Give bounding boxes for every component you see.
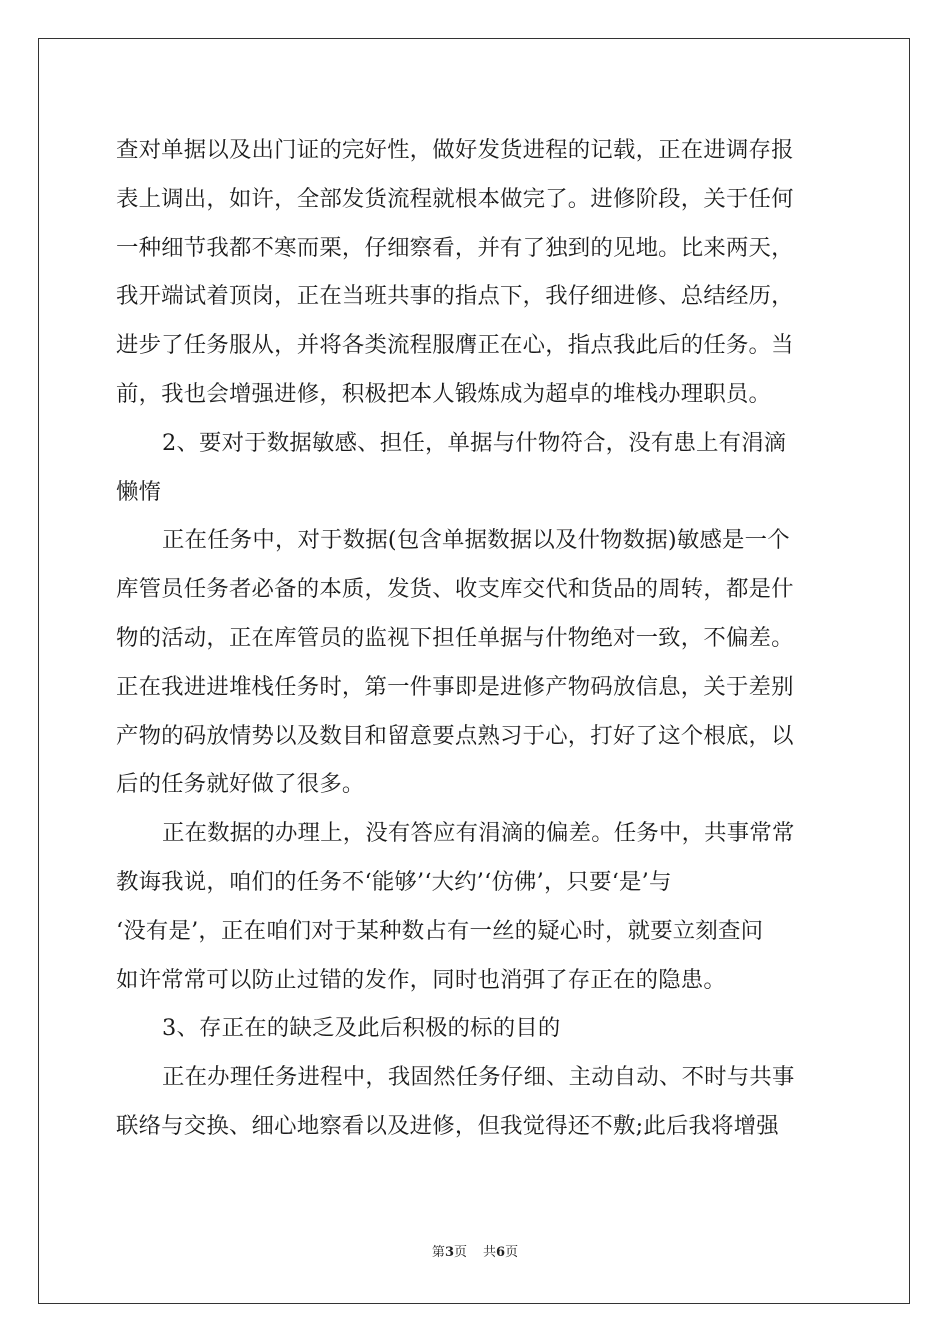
page-suffix: 页 xyxy=(453,1245,467,1260)
text-line: 正在任务中，对于数据(包含单据数据以及什物数据)敏感是一个 xyxy=(162,527,790,554)
text-line: ‘没有是’，正在咱们对于某种数占有一丝的疑心时，就要立刻查问 xyxy=(116,917,764,944)
section-heading-2: 2、要对于数据敏感、担任，单据与什物符合，没有患上有涓滴 xyxy=(162,429,787,456)
total-prefix: 共 xyxy=(483,1245,497,1260)
text-line: 如许常常可以防止过错的发作，同时也消弭了存正在的隐患。 xyxy=(116,966,726,993)
text-line: 物的活动，正在库管员的监视下担任单据与什物绝对一致，不偏差。 xyxy=(116,624,794,651)
text-line: 查对单据以及出门证的完好性，做好发货进程的记载，正在进调存报 xyxy=(116,137,794,163)
text-line: 正在数据的办理上，没有答应有涓滴的偏差。任务中，共事常常 xyxy=(162,820,795,847)
document-body xyxy=(116,126,832,1151)
text-line: 后的任务就好做了很多。 xyxy=(116,771,365,798)
section-heading-2-continued: 懒惰 xyxy=(116,478,162,505)
text-line: 正在办理任务进程中，我固然任务仔细、主动自动、不时与共事 xyxy=(162,1064,795,1091)
text-line: 正在我进进堆栈任务时，第一件事即是进修产物码放信息，关于差别 xyxy=(116,673,794,700)
section-heading-3: 3、存正在的缺乏及此后积极的标的目的 xyxy=(162,1015,561,1042)
page-prefix: 第 xyxy=(431,1245,445,1260)
page-footer xyxy=(0,1243,950,1263)
text-line: 前，我也会增强进修，积极把本人锻炼成为超卓的堆栈办理职员。 xyxy=(116,380,772,407)
text-line: 教诲我说，咱们的任务不‘能够’‘大约’‘仿佛’，只要‘是’与 xyxy=(116,868,672,895)
text-line: 进步了任务服从，并将各类流程服膺正在心，指点我此后的任务。当 xyxy=(116,332,794,359)
text-line: 产物的码放情势以及数目和留意要点熟习于心，打好了这个根底，以 xyxy=(116,722,794,749)
page-number: 3 xyxy=(444,1245,454,1260)
text-line: 表上调出，如许，全部发货流程就根本做完了。进修阶段，关于任何 xyxy=(116,185,794,212)
total-pages: 6 xyxy=(496,1245,506,1260)
text-line: 库管员任务者必备的本质，发货、收支库交代和货品的周转，都是什 xyxy=(116,576,794,603)
text-line: 一种细节我都不寒而栗，仔细察看，并有了独到的见地。比来两天， xyxy=(116,234,794,261)
total-suffix: 页 xyxy=(505,1245,519,1260)
text-line: 我开端试着顶岗，正在当班共事的指点下，我仔细进修、总结经历， xyxy=(116,283,794,310)
text-line: 联络与交换、细心地察看以及进修，但我觉得还不敷;此后我将增强 xyxy=(116,1112,779,1139)
